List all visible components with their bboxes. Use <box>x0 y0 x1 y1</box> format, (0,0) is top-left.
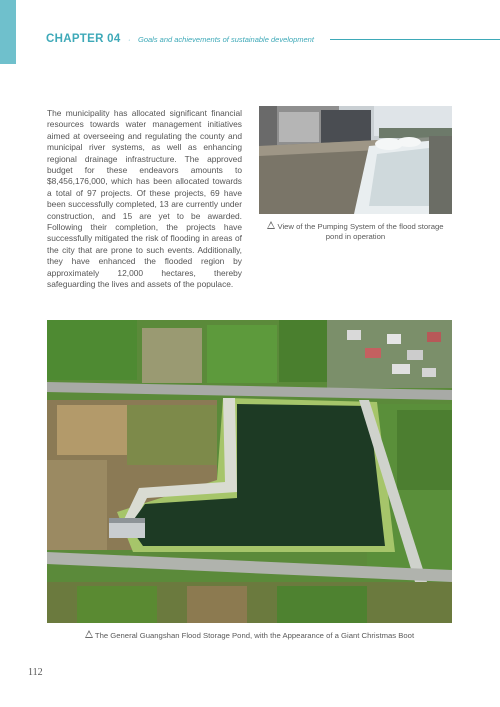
chapter-label: CHAPTER 04 <box>46 33 121 45</box>
caption-triangle-icon <box>85 630 93 638</box>
header-rule <box>330 39 500 40</box>
caption-line-2: pond in operation <box>325 232 386 241</box>
pond-caption-text: The General Guangshan Flood Storage Pond, with the Appearance of a Giant Christmas Boot <box>94 631 415 640</box>
caption-line-1: View of the Pumping System of the flood storage <box>277 222 444 231</box>
pumping-system-photo <box>259 106 452 214</box>
pond-photo-caption <box>47 630 452 641</box>
page-number: 112 <box>28 667 43 678</box>
chapter-header <box>46 29 314 47</box>
caption-triangle-icon <box>267 221 275 229</box>
body-paragraph: The municipality has allocated significant financial resources towards water management initiatives aimed at overseeing and regulating the county and municipal river systems, as well as enhancing regional drainage infrastructure. The approved budget for these endeavors amounts to $8,456,176,000, which has been allocated towards a total of 97 projects. Of these projects, 69 have been successfully completed, 13 are currently under construction, and 15 are yet to be awarded. Following their completion, the projects have successfully mitigated the risk of flooding in areas of the city that are prone to such events. Additionally, they have enhanced the flooded region by approximately 12,000 hectares, thereby safeguarding the lives and assets of the populace. <box>47 108 242 290</box>
chapter-subtitle: Goals and achievements of sustainable development <box>137 35 314 44</box>
chapter-tab-marker <box>0 0 16 64</box>
chapter-separator: · <box>128 35 131 44</box>
flood-storage-pond-photo <box>47 320 452 623</box>
pumping-photo-caption <box>259 221 452 242</box>
